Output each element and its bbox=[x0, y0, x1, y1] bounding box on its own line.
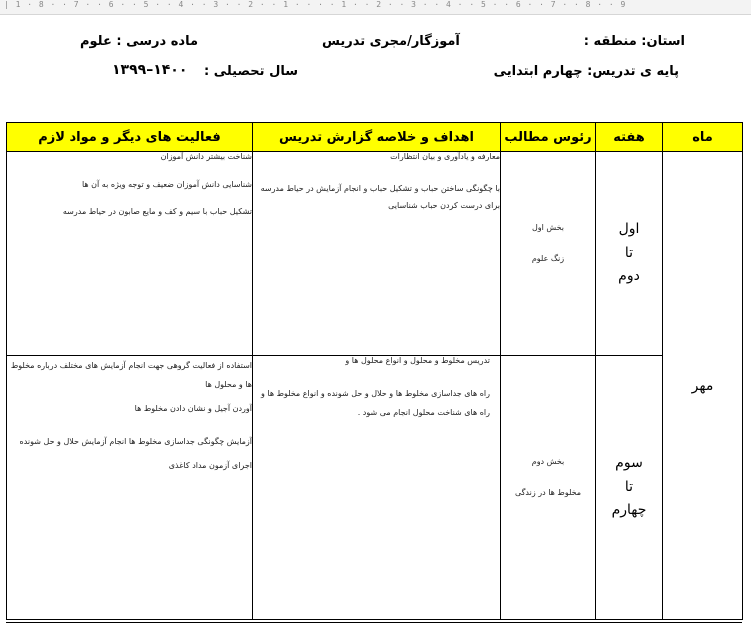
col-topics: رئوس مطالب bbox=[501, 123, 596, 152]
subject-label: ماده درسی : علوم bbox=[80, 34, 199, 49]
topic-section: بخش اول bbox=[531, 222, 565, 232]
week-to-word: تا bbox=[624, 244, 634, 261]
col-goals: اهداف و خلاصه گزارش تدریس bbox=[253, 123, 501, 152]
week-to: چهارم bbox=[611, 502, 647, 519]
goals-cell bbox=[253, 356, 501, 620]
month-cell: مهر bbox=[663, 152, 743, 620]
lesson-plan-table bbox=[6, 122, 743, 620]
activity-item: آوردن آجیل و نشان دادن مخلوط ها bbox=[134, 404, 252, 414]
topic-title: زنگ علوم bbox=[531, 253, 565, 263]
col-month: ماه bbox=[663, 123, 743, 152]
teacher-label: آموزگار/مجری تدریس bbox=[322, 34, 460, 49]
topic-title: مخلوط ها در زندگی bbox=[514, 487, 582, 497]
table-row bbox=[7, 152, 743, 356]
province-label: استان: منطقه : bbox=[583, 34, 685, 49]
activity-item: تشکیل حباب با سیم و کف و مایع صابون در حیاط مدرسه bbox=[62, 207, 252, 217]
goal-item: راه های جداسازی مخلوط ها و حلال و حل شونده و انواع مخلوط ها و راه های شناخت محلول انجام می شود . bbox=[260, 388, 490, 417]
activity-item: اجرای آزمون مداد کاغذی bbox=[168, 461, 252, 471]
week-from: اول bbox=[618, 220, 640, 237]
grade-label: پایه ی تدریس: چهارم ابتدایی bbox=[493, 64, 679, 79]
week-cell bbox=[596, 356, 663, 620]
activities-cell bbox=[7, 152, 253, 356]
goal-item: تدریس مخلوط و محلول و انواع محلول ها و bbox=[345, 356, 490, 365]
ruler bbox=[0, 0, 751, 15]
goal-item: با چگونگی ساختن حباب و تشکیل حباب و انجام آزمایش در حیاط مدرسه برای درست کردن حباب شناسایی bbox=[260, 183, 500, 211]
week-from: سوم bbox=[615, 454, 643, 471]
table-row bbox=[7, 356, 743, 620]
week-cell bbox=[596, 152, 663, 356]
year-value: ۱۴۰۰–۱۳۹۹ bbox=[112, 62, 188, 78]
table-header-row bbox=[7, 123, 743, 152]
activity-item: آزمایش چگونگی جداسازی مخلوط ها انجام آزمایش حلال و حل شونده bbox=[19, 436, 252, 446]
topic-section: بخش دوم bbox=[531, 456, 565, 466]
activity-item: استفاده از فعالیت گروهی جهت انجام آزمایش های مختلف درباره مخلوط ها و محلول ها bbox=[10, 361, 252, 390]
topics-cell bbox=[501, 356, 596, 620]
page-divider bbox=[6, 622, 742, 623]
activity-item: شناسایی دانش آموزان ضعیف و توجه ویژه به آن ها bbox=[81, 179, 252, 189]
goal-item: معارفه و یادآوری و بیان انتظارات bbox=[390, 152, 500, 161]
activities-cell bbox=[7, 356, 253, 620]
col-week: هفته bbox=[596, 123, 663, 152]
ruler-ticks: | 1 · 8 · · 7 · · 6 · · 5 · · 4 · · 3 · · 2 · · 1 · · · · 1 · · 2 · · 3 · · 4 · · 5 · · 6 · · 7 · · 8 · · 9 bbox=[4, 0, 627, 9]
col-activities: فعالیت های دیگر و مواد لازم bbox=[7, 123, 253, 152]
activity-item: شناخت بیشتر دانش آموزان bbox=[160, 152, 252, 161]
week-to-word: تا bbox=[624, 478, 634, 495]
topics-cell bbox=[501, 152, 596, 356]
goals-cell bbox=[253, 152, 501, 356]
week-to: دوم bbox=[618, 268, 640, 285]
year-label: سال تحصیلی : bbox=[204, 64, 299, 79]
